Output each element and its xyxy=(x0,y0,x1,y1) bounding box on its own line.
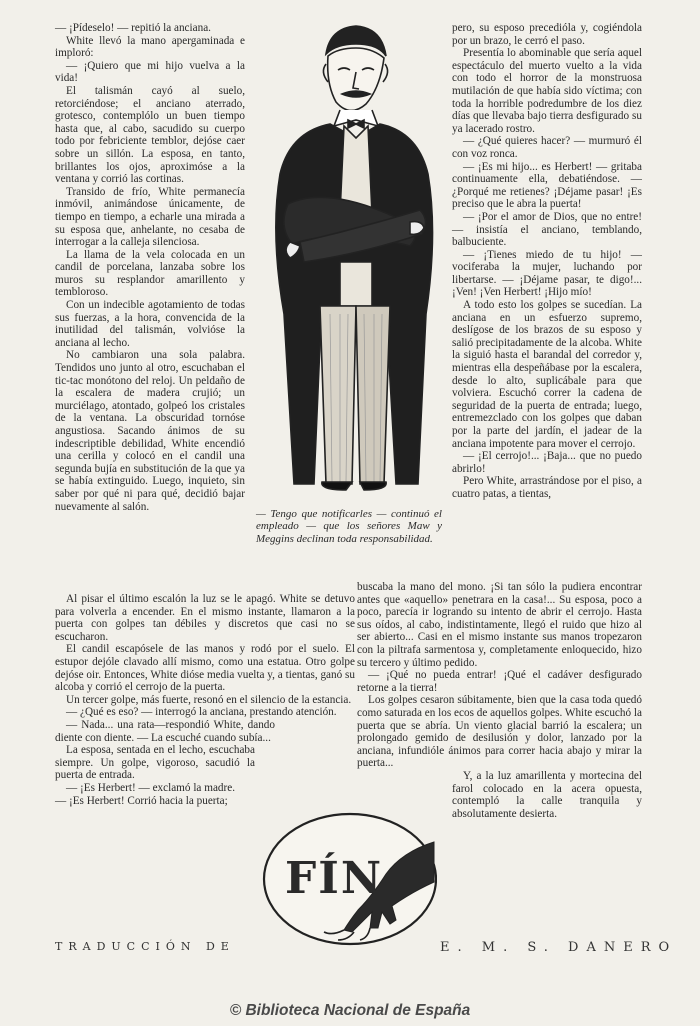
paragraph: La llama de la vela colocada en un candil de porcelana, lanzaba sobre los muros su resplandor amarillento y tembloroso. xyxy=(55,248,245,299)
paragraph: Y, a la luz amarillenta y mortecina del farol colocado en la acera opuesta, contempló la calle tranquila y absolutamente desierta. xyxy=(452,769,642,820)
translator-name: E. M. S. DANERO xyxy=(440,940,678,955)
paragraph: — ¡Pídeselo! — repitió la anciana. xyxy=(55,22,211,34)
left-column-top xyxy=(55,22,245,513)
paragraph: Al pisar el último escalón la luz se le apagó. White se detuvo para volverla a encender. En el mismo instante, llamaron a la puerta con golpes tan débiles y discretos que casi no se escucharon. xyxy=(55,593,355,643)
paragraph: — ¡Por el amor de Dios, que no entre! — insistía el anciano, temblando, balbuciente. xyxy=(452,210,642,249)
paragraph: El candil escapósele de las manos y rodó por el suelo. El estupor dejóle clavado allí mismo, como una estatua. Otro golpe dejóse oir. Entonces, White dióse media vuelta y, a tientas, ganó su alcoba y corrió el cerrojo de la puerta. xyxy=(55,643,355,694)
paragraph: — ¡Es mi hijo... es Herbert! — gritaba continuamente ella, debatiéndose. — ¿Porqué me retienes? ¡Déjame pasar! ¡Es preciso que le abra la puerta! xyxy=(452,160,642,211)
paragraph: — Nada... una rata—respondió White, dando diente con diente. — La escuché cuando subía... xyxy=(55,718,275,744)
paragraph: Los golpes cesaron súbitamente, bien que la casa toda quedó como saturada en los ecos de aquellos golpes. White escuchó la puerta que se abría. Un viento glacial barrió la escalera; un prolongado gemido de desilusión y dolor, lanzado por la anciana, infundióle ánimos para correr hacia abajo y mirar la puerta... xyxy=(357,694,642,770)
right-column-bottom xyxy=(357,581,642,820)
paragraph: Transido de frío, White permanecía inmóvil, animándose únicamente, de tiempo en tiempo, a echarle una mirada a su esposa que, anhelante, no cesaba de interrogar a la calleja silenciosa. xyxy=(55,185,245,249)
library-watermark: © Biblioteca Nacional de España xyxy=(229,1002,471,1019)
left-column-bottom xyxy=(55,593,355,807)
translation-credit-label: TRADUCCIÓN DE xyxy=(55,940,235,953)
paragraph: — ¡Qué no pueda entrar! ¡Qué el cadáver desfigurado retorne a la tierra! xyxy=(357,669,642,694)
paragraph: — ¡Quiero que mi hijo vuelva a la vida! xyxy=(55,59,245,85)
right-column-top xyxy=(452,22,642,501)
paragraph: — ¿Qué es eso? — interrogó la anciana, prestando atención. xyxy=(66,706,337,719)
paragraph: No cambiaron una sola palabra. Tendidos uno junto al otro, escuchaban el tic-tac monótono del reloj. Un peldaño de la escalera de madera crujió; un murciélago, atontado, golpeó los cristales de la ventana. La obscuridad tornóse angustiosa. Sacando ánimos de su indescriptible debilidad, White encendió una cerilla y colocó en el candil una segunda bujía en substitución de la que ya se había extinguido. Luego, inquieto, sin saber por qué ni para qué, decidió bajar nuevamente al salón. xyxy=(55,349,245,513)
paragraph: pero, su esposo precedióla y, cogiéndola por un brazo, le cerró el paso. xyxy=(452,22,642,47)
paragraph: La esposa, sentada en el lecho, escuchaba siempre. Un golpe, vigoroso, sacudió la puerta de entrada. xyxy=(55,744,255,782)
paragraph: A todo esto los golpes se sucedían. La anciana en un esfuerzo supremo, deslígose de los brazos de su esposo y salió precipitadamente de la alcoba. White la siguió hasta el barandal del corredor y, mientras ella despeñábase por la escalera, desde lo alto, suplicábale para que volviera. Escuchó correr la cadena de seguridad de la puerta de entrada; luego, entremezclado con los golpes que daban por la parte del jardín, el jadear de la anciana impotente para mover el cerrojo. xyxy=(452,299,642,450)
paragraph: White llevó la mano apergaminada e imploró: xyxy=(55,34,245,60)
paragraph: — ¿Qué quieres hacer? — murmuró él con voz ronca. xyxy=(452,135,642,160)
paragraph: — ¡Es Herbert! — exclamó la madre. — ¡Es Herbert! Corrió hacia la puerta; xyxy=(55,781,235,807)
fin-label: FÍN xyxy=(285,853,384,904)
paragraph: Un tercer golpe, más fuerte, resonó en el silencio de la estancia. xyxy=(66,693,352,706)
paragraph: buscaba la mano del mono. ¡Si tan sólo la pudiera encontrar antes que «aquello» penetrara en la casa!... Su esposa, poco a poco, parecía ir logrando su intento de abrir el cerrojo. Hasta sus oídos, al cabo, indistintamente, llegó el ruido que hizo al ser abierto... Casi en el mismo instante sus manos tropezaron con la piltrafa sarmentosa y, completamente enloquecido, hizo su tercero y último pedido. xyxy=(357,581,642,669)
paragraph: — ¡El cerrojo!... ¡Baja... que no puedo abrirlo! xyxy=(452,450,642,475)
man-in-tailcoat-illustration xyxy=(260,14,440,492)
illustration-caption: — Tengo que notificarles — continuó el empleado — que los señores Maw y Meggins declinan toda responsabilidad. xyxy=(256,508,442,545)
paragraph: El talismán cayó al suelo, retorciéndose; el anciano aterrado, grotesco, contemplólo un buen tiempo hasta que, al cabo, sacudido su cuerpo todo por febriciente temblor, dejóse caer sobre un sillón. La esposa, en tanto, brillantes los ojos, aproximóse a la ventana y corrió las cortinas. xyxy=(55,84,245,186)
paragraph: Con un indecible agotamiento de todas sus fuerzas, a la hora, convencida de la inutilidad del talismán, volvióse la anciana al lecho. xyxy=(55,299,245,349)
paragraph: Presentía lo abominable que sería aquel espectáculo del muerto vuelto a la vida con todo el horror de la monstruosa mutilación de que había sido víctima; con toda la horrible podredumbre de los diez días que llevaba bajo tierra desfigurado su ya lacerado rostro. xyxy=(452,47,642,135)
paragraph: Pero White, arrastrándose por el piso, a cuatro patas, a tientas, xyxy=(452,475,642,500)
paragraph: — ¡Tienes miedo de tu hijo! — vociferaba la mujer, luchando por libertarse. — ¡Déjame pasar, te digo!... ¡Ven! ¡Ven Herbert! ¡Hijo mío! xyxy=(452,248,642,299)
